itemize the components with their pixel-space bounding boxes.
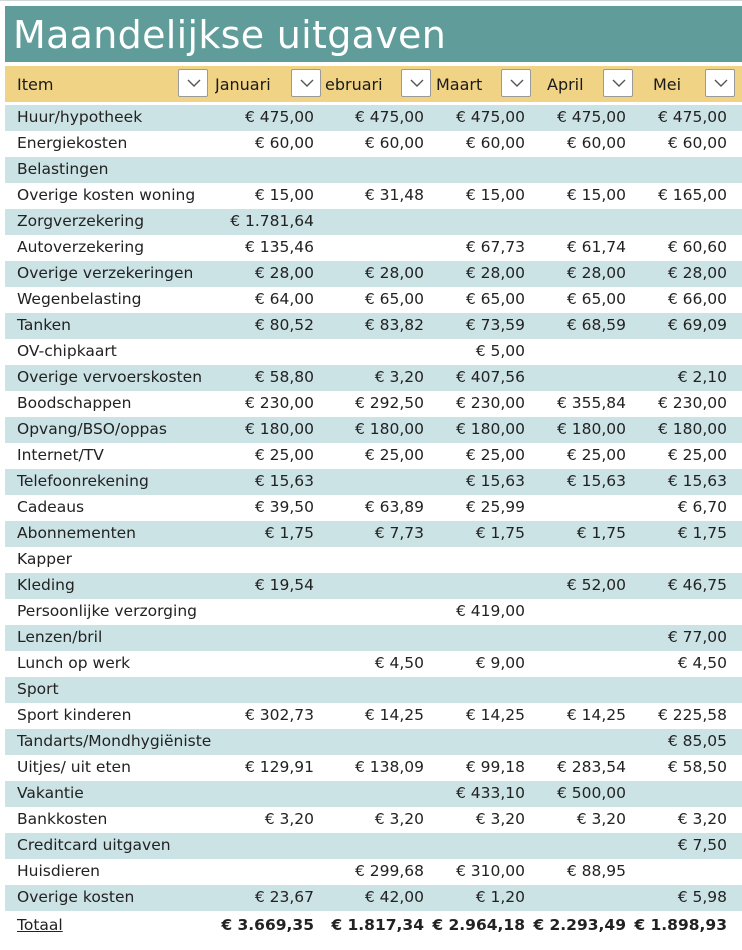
row-value-cell: € 88,95 (566, 862, 626, 880)
row-value-cell: € 230,00 (657, 394, 727, 412)
total-value-cell: € 2.964,18 (432, 916, 525, 934)
row-value-cell: € 180,00 (354, 420, 424, 438)
chevron-down-icon (300, 79, 314, 87)
row-item-label: Persoonlijke verzorging (17, 602, 197, 620)
row-value-cell: € 180,00 (455, 420, 525, 438)
header-label-april: April (547, 75, 584, 94)
row-value-cell: € 85,05 (667, 732, 727, 750)
row-value-cell: € 299,68 (354, 862, 424, 880)
header-label-mei: Mei (653, 75, 682, 94)
row-value-cell: € 230,00 (455, 394, 525, 412)
filter-dropdown-januari[interactable] (291, 69, 321, 97)
row-item-label: Belastingen (17, 160, 109, 178)
table-row (5, 339, 742, 365)
row-value-cell: € 180,00 (657, 420, 727, 438)
title-banner (5, 6, 742, 62)
table-row (5, 209, 742, 235)
row-value-cell: € 475,00 (657, 108, 727, 126)
row-item-label: Lunch op werk (17, 654, 131, 672)
row-value-cell: € 355,84 (556, 394, 626, 412)
row-value-cell: € 5,98 (677, 888, 727, 906)
row-value-cell: € 4,50 (374, 654, 424, 672)
row-item-label: Tanken (17, 316, 72, 334)
table-row (5, 833, 742, 859)
row-value-cell: € 39,50 (254, 498, 314, 516)
row-value-cell: € 15,63 (254, 472, 314, 490)
row-item-label: Telefoonrekening (17, 472, 149, 490)
row-value-cell: € 58,50 (667, 758, 727, 776)
total-row (5, 913, 742, 939)
row-value-cell: € 1,75 (677, 524, 727, 542)
row-item-label: Overige kosten (17, 888, 135, 906)
row-value-cell: € 28,00 (667, 264, 727, 282)
row-item-label: Sport (17, 680, 59, 698)
chevron-down-icon (714, 79, 728, 87)
chevron-down-icon (410, 79, 424, 87)
table-row (5, 417, 742, 443)
row-value-cell: € 225,58 (657, 706, 727, 724)
row-value-cell: € 230,00 (244, 394, 314, 412)
row-value-cell: € 65,00 (465, 290, 525, 308)
row-item-label: Overige vervoerskosten (17, 368, 203, 386)
table-row (5, 703, 742, 729)
row-value-cell: € 63,89 (364, 498, 424, 516)
row-value-cell: € 25,99 (465, 498, 525, 516)
table-row (5, 573, 742, 599)
row-value-cell: € 99,18 (465, 758, 525, 776)
header-label-maart: Maart (436, 75, 483, 94)
row-value-cell: € 25,00 (667, 446, 727, 464)
row-value-cell: € 60,00 (254, 134, 314, 152)
table-row (5, 729, 742, 755)
top-border (0, 0, 742, 5)
row-value-cell: € 64,00 (254, 290, 314, 308)
table-row (5, 625, 742, 651)
chevron-down-icon (612, 79, 626, 87)
row-value-cell: € 60,60 (667, 238, 727, 256)
row-value-cell: € 73,59 (465, 316, 525, 334)
row-value-cell: € 52,00 (566, 576, 626, 594)
row-value-cell: € 46,75 (667, 576, 727, 594)
row-value-cell: € 14,25 (566, 706, 626, 724)
row-value-cell: € 83,82 (364, 316, 424, 334)
table-row (5, 261, 742, 287)
total-value-cell: € 3.669,35 (221, 916, 314, 934)
row-value-cell: € 3,20 (677, 810, 727, 828)
row-value-cell: € 433,10 (455, 784, 525, 802)
total-label: Totaal (17, 916, 63, 934)
row-value-cell: € 475,00 (556, 108, 626, 126)
table-row (5, 105, 742, 131)
filter-dropdown-item[interactable] (178, 69, 208, 97)
row-value-cell: € 25,00 (254, 446, 314, 464)
row-value-cell: € 2,10 (677, 368, 727, 386)
table-row (5, 365, 742, 391)
table-row (5, 521, 742, 547)
row-item-label: Creditcard uitgaven (17, 836, 171, 854)
row-value-cell: € 3,20 (576, 810, 626, 828)
row-value-cell: € 60,00 (364, 134, 424, 152)
row-value-cell: € 23,67 (254, 888, 314, 906)
header-cell-januari (211, 66, 321, 102)
row-value-cell: € 15,63 (566, 472, 626, 490)
row-value-cell: € 68,59 (566, 316, 626, 334)
row-value-cell: € 66,00 (667, 290, 727, 308)
row-value-cell: € 28,00 (465, 264, 525, 282)
row-item-label: Vakantie (17, 784, 84, 802)
table-row (5, 131, 742, 157)
table-row (5, 651, 742, 677)
table-row (5, 391, 742, 417)
table-row (5, 443, 742, 469)
row-value-cell: € 25,00 (465, 446, 525, 464)
row-item-label: Energiekosten (17, 134, 128, 152)
row-value-cell: € 475,00 (455, 108, 525, 126)
row-item-label: Boodschappen (17, 394, 132, 412)
table-row (5, 547, 742, 573)
row-value-cell: € 3,20 (374, 368, 424, 386)
row-value-cell: € 4,50 (677, 654, 727, 672)
table-row (5, 677, 742, 703)
header-label-februari: ebruari (325, 75, 383, 94)
row-value-cell: € 7,50 (677, 836, 727, 854)
row-item-label: Zorgverzekering (17, 212, 145, 230)
table-row (5, 807, 742, 833)
row-value-cell: € 7,73 (374, 524, 424, 542)
row-value-cell: € 25,00 (566, 446, 626, 464)
row-item-label: Sport kinderen (17, 706, 132, 724)
row-value-cell: € 407,56 (455, 368, 525, 386)
header-label-januari: Januari (215, 75, 271, 94)
row-value-cell: € 180,00 (556, 420, 626, 438)
row-value-cell: € 1,75 (576, 524, 626, 542)
row-value-cell: € 28,00 (364, 264, 424, 282)
filter-dropdown-april[interactable] (603, 69, 633, 97)
table-row (5, 599, 742, 625)
row-value-cell: € 15,00 (465, 186, 525, 204)
table-row (5, 157, 742, 183)
row-value-cell: € 31,48 (364, 186, 424, 204)
table-row (5, 235, 742, 261)
row-value-cell: € 5,00 (475, 342, 525, 360)
table-row (5, 755, 742, 781)
row-value-cell: € 135,46 (244, 238, 314, 256)
row-value-cell: € 283,54 (556, 758, 626, 776)
header-cell-februari (321, 66, 432, 102)
chevron-down-icon (510, 79, 524, 87)
row-value-cell: € 15,63 (465, 472, 525, 490)
row-value-cell: € 77,00 (667, 628, 727, 646)
row-value-cell: € 69,09 (667, 316, 727, 334)
row-item-label: Huisdieren (17, 862, 100, 880)
row-value-cell: € 292,50 (354, 394, 424, 412)
row-item-label: Abonnementen (17, 524, 137, 542)
row-value-cell: € 9,00 (475, 654, 525, 672)
row-value-cell: € 65,00 (566, 290, 626, 308)
row-value-cell: € 475,00 (354, 108, 424, 126)
row-value-cell: € 19,54 (254, 576, 314, 594)
row-value-cell: € 25,00 (364, 446, 424, 464)
row-item-label: Cadeaus (17, 498, 85, 516)
row-value-cell: € 1,75 (475, 524, 525, 542)
row-item-label: Huur/hypotheek (17, 108, 143, 126)
filter-dropdown-mei[interactable] (705, 69, 735, 97)
row-value-cell: € 1.781,64 (230, 212, 314, 230)
table-row (5, 859, 742, 885)
row-item-label: Lenzen/bril (17, 628, 103, 646)
total-value-cell: € 2.293,49 (533, 916, 626, 934)
row-item-label: Internet/TV (17, 446, 104, 464)
row-value-cell: € 3,20 (475, 810, 525, 828)
table-row (5, 495, 742, 521)
row-item-label: Kleding (17, 576, 75, 594)
row-value-cell: € 6,70 (677, 498, 727, 516)
page-title: Maandelijkse uitgaven (13, 13, 447, 57)
header-cell-mei (635, 66, 742, 102)
row-value-cell: € 58,80 (254, 368, 314, 386)
row-value-cell: € 42,00 (364, 888, 424, 906)
row-value-cell: € 67,73 (465, 238, 525, 256)
table-row (5, 469, 742, 495)
row-value-cell: € 180,00 (244, 420, 314, 438)
table-header (5, 66, 742, 102)
filter-dropdown-maart[interactable] (501, 69, 531, 97)
row-item-label: Uitjes/ uit eten (17, 758, 131, 776)
row-value-cell: € 3,20 (374, 810, 424, 828)
total-value-cell: € 1.817,34 (331, 916, 424, 934)
row-item-label: Tandarts/Mondhygiëniste (17, 732, 212, 750)
header-cell-item (5, 66, 211, 102)
row-item-label: Overige kosten woning (17, 186, 196, 204)
row-value-cell: € 80,52 (254, 316, 314, 334)
table-row (5, 885, 742, 911)
row-item-label: Autoverzekering (17, 238, 145, 256)
row-item-label: Opvang/BSO/oppas (17, 420, 167, 438)
row-value-cell: € 14,25 (465, 706, 525, 724)
row-value-cell: € 1,20 (475, 888, 525, 906)
row-value-cell: € 28,00 (254, 264, 314, 282)
row-value-cell: € 28,00 (566, 264, 626, 282)
table-row (5, 781, 742, 807)
row-value-cell: € 475,00 (244, 108, 314, 126)
row-item-label: Bankkosten (17, 810, 108, 828)
row-item-label: OV-chipkaart (17, 342, 117, 360)
row-value-cell: € 500,00 (556, 784, 626, 802)
row-value-cell: € 61,74 (566, 238, 626, 256)
row-value-cell: € 1,75 (264, 524, 314, 542)
header-label-item: Item (17, 75, 54, 94)
row-value-cell: € 419,00 (455, 602, 525, 620)
row-value-cell: € 14,25 (364, 706, 424, 724)
row-value-cell: € 302,73 (244, 706, 314, 724)
row-value-cell: € 129,91 (244, 758, 314, 776)
row-value-cell: € 15,00 (566, 186, 626, 204)
chevron-down-icon (187, 79, 201, 87)
row-value-cell: € 65,00 (364, 290, 424, 308)
header-cell-april (533, 66, 635, 102)
row-value-cell: € 3,20 (264, 810, 314, 828)
row-value-cell: € 15,63 (667, 472, 727, 490)
filter-dropdown-februari[interactable] (401, 69, 431, 97)
row-item-label: Kapper (17, 550, 72, 568)
row-item-label: Wegenbelasting (17, 290, 142, 308)
row-value-cell: € 165,00 (657, 186, 727, 204)
row-value-cell: € 310,00 (455, 862, 525, 880)
table-row (5, 183, 742, 209)
table-row (5, 313, 742, 339)
row-value-cell: € 138,09 (354, 758, 424, 776)
total-value-cell: € 1.898,93 (634, 916, 727, 934)
header-cell-maart (432, 66, 533, 102)
row-value-cell: € 60,00 (667, 134, 727, 152)
row-value-cell: € 60,00 (566, 134, 626, 152)
row-value-cell: € 60,00 (465, 134, 525, 152)
row-item-label: Overige verzekeringen (17, 264, 194, 282)
table-row (5, 287, 742, 313)
row-value-cell: € 15,00 (254, 186, 314, 204)
